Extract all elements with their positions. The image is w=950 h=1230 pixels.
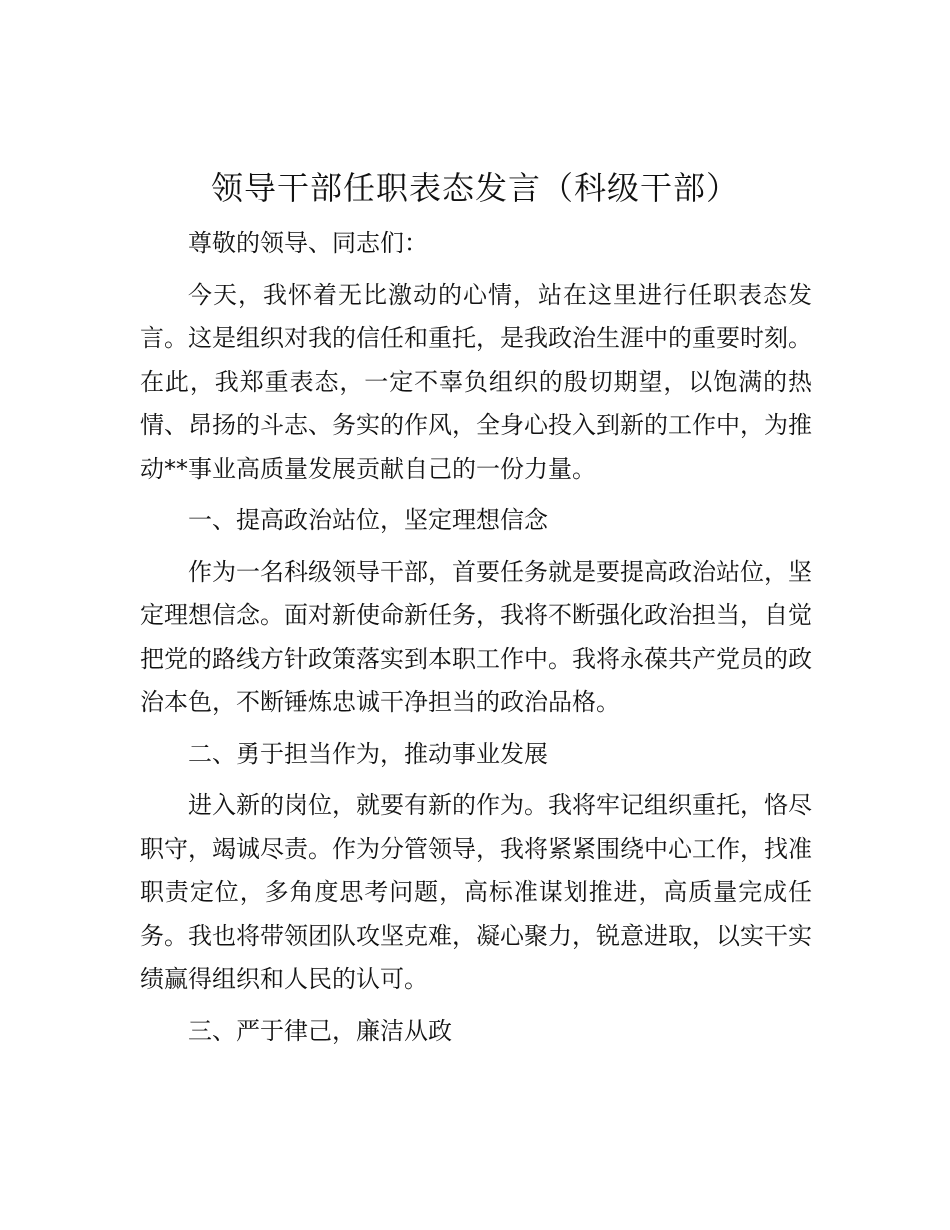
section-heading-3: 三、严于律己，廉洁从政 bbox=[188, 1016, 452, 1045]
section-heading-2: 二、勇于担当作为，推动事业发展 bbox=[188, 739, 548, 768]
document-body bbox=[140, 222, 812, 1061]
paragraph-intro: 今天，我怀着无比激动的心情，站在这里进行任职表态发言。这是组织对我的信任和重托，是我政治生涯中的重要时刻。在此，我郑重表态，一定不辜负组织的殷切期望，以饱满的热情、昂扬的斗志、务实的作风，全身心投入到新的工作中，为推动**事业高质量发展贡献自己的一份力量。 bbox=[140, 280, 812, 483]
paragraph-section-1: 作为一名科级领导干部，首要任务就是要提高政治站位，坚定理想信念。面对新使命新任务，我将不断强化政治担当，自觉把党的路线方针政策落实到本职工作中。我将永葆共产党员的政治本色，不断锤炼忠诚干净担当的政治品格。 bbox=[140, 557, 812, 716]
document-title: 领导干部任职表态发言（科级干部） bbox=[210, 169, 739, 207]
salutation: 尊敬的领导、同志们： bbox=[188, 229, 428, 257]
section-heading-1: 一、提高政治站位，坚定理想信念 bbox=[188, 506, 548, 534]
paragraph-section-2: 进入新的岗位，就要有新的作为。我将牢记组织重托，恪尽职守，竭诚尽责。作为分管领导，我将紧紧围绕中心工作，找准职责定位，多角度思考问题，高标准谋划推进，高质量完成任务。我也将带领团队攻坚克难，凝心聚力，锐意进取，以实干实绩赢得组织和人民的认可。 bbox=[140, 791, 812, 993]
